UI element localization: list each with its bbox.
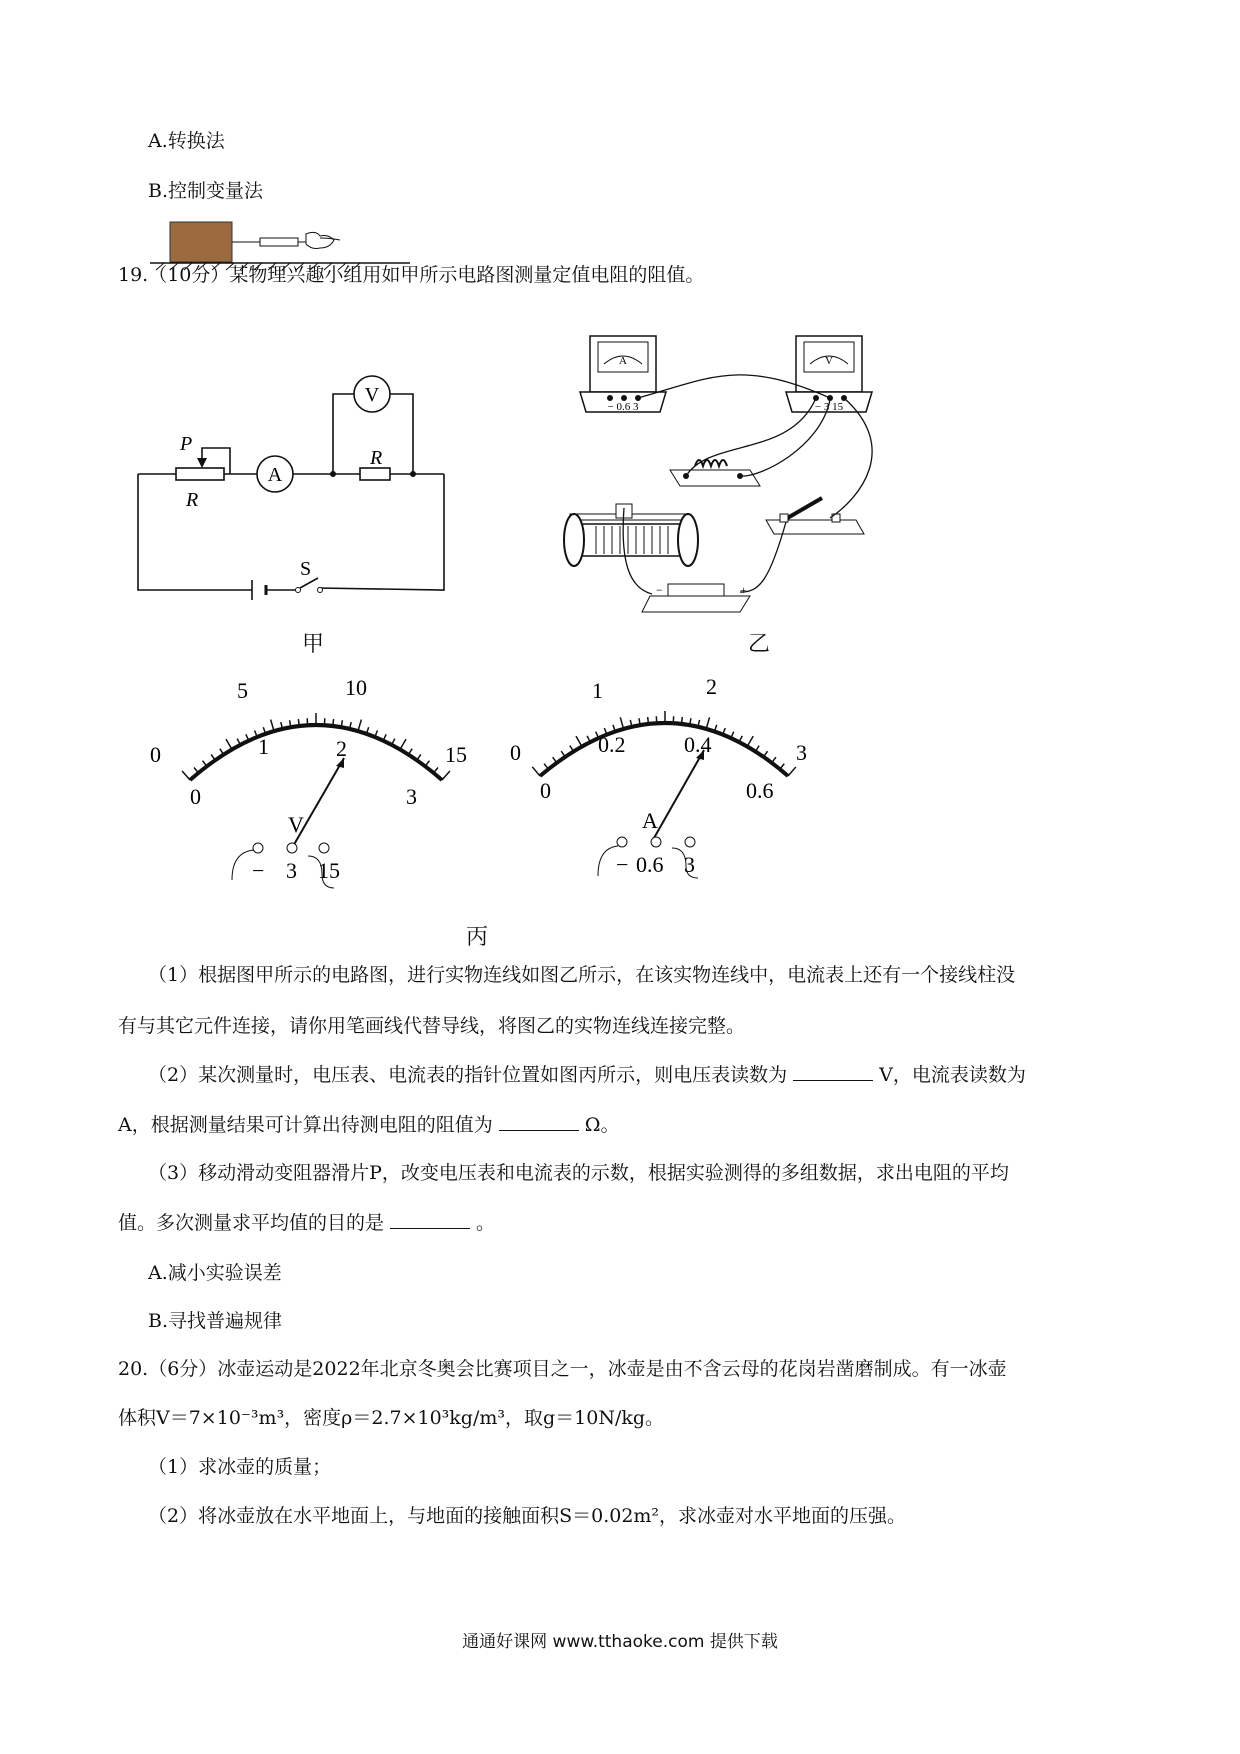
dial-tick xyxy=(620,717,623,729)
dial-tick xyxy=(333,719,334,726)
ammeter-pointer xyxy=(654,750,704,838)
caption-yi: 乙 xyxy=(748,632,771,657)
dial-tick xyxy=(358,720,361,732)
q19-part2-line2 xyxy=(118,1112,620,1138)
hand-icon xyxy=(306,232,334,248)
a-term-minus: − xyxy=(616,852,629,877)
v-term-minus: − xyxy=(252,858,265,883)
wiring-diagram-yi xyxy=(560,328,980,628)
voltmeter-letter: V xyxy=(364,384,380,406)
caption-bing: 丙 xyxy=(466,925,489,950)
a-outer-2: 2 xyxy=(706,674,717,699)
v-inner-3: 3 xyxy=(406,784,417,809)
a-inner-0-4: 0.4 xyxy=(684,732,712,757)
q19-part3-line1: （3）移动滑动变阻器滑片P，改变电压表和电流表的示数，根据实验测得的多组数据，求出电阻的平均 xyxy=(148,1162,1009,1184)
q19-part3-text-b: 。 xyxy=(476,1212,496,1234)
option-b-control-variable: B.控制变量法 xyxy=(148,180,264,202)
slider-label-p: P xyxy=(180,433,193,455)
dial-tick xyxy=(576,736,582,746)
dial-tick xyxy=(226,739,232,749)
ammeter-face-letter: A xyxy=(619,355,627,367)
ammeter-reading-dial xyxy=(500,670,840,895)
v-term-15: 15 xyxy=(318,858,340,883)
q19-option-a: A.减小实验误差 xyxy=(148,1262,282,1284)
voltmeter-terminal-labels: − 3 15 xyxy=(814,401,844,413)
q20-line2: 体积V＝7×10⁻³m³，密度ρ＝2.7×10³kg/m³，取g＝10N/kg。 xyxy=(118,1407,665,1429)
a-outer-3: 3 xyxy=(796,740,807,765)
a-letter: A xyxy=(642,808,658,833)
a-term-3: 3 xyxy=(684,852,695,877)
dial-tick xyxy=(532,767,540,776)
dial-tick xyxy=(194,767,198,772)
a-outer-0: 0 xyxy=(510,740,521,765)
battery-plus-label: + xyxy=(740,583,747,597)
spring-scale xyxy=(260,238,298,246)
ammeter-arc xyxy=(540,723,788,776)
q19-part2-text-b: V，电流表读数为 xyxy=(879,1064,1026,1086)
ammeter-terminal-labels: − 0.6 3 xyxy=(607,401,639,413)
q20-question2: （2）将冰壶放在水平地面上，与地面的接触面积S＝0.02m²，求冰壶对水平地面的压强。 xyxy=(148,1505,907,1527)
dial-tick xyxy=(648,717,649,724)
dial-tick xyxy=(271,720,274,732)
a-inner-0-6: 0.6 xyxy=(746,778,774,803)
v-inner-2: 2 xyxy=(336,736,347,761)
q20-line1: 20.（6分）冰壶运动是2022年北京冬奥会比赛项目之一，冰壶是由不含云母的花岗岩凿磨制成。有一冰壶 xyxy=(118,1358,1007,1380)
a-inner-0-2: 0.2 xyxy=(598,732,626,757)
dial-tick xyxy=(400,739,406,749)
caption-jia: 甲 xyxy=(302,632,325,657)
dial-tick xyxy=(747,736,753,746)
v-inner-0: 0 xyxy=(190,784,201,809)
v-inner-1: 1 xyxy=(258,734,269,759)
q19-part3-line2 xyxy=(118,1210,495,1236)
dial-tick xyxy=(706,717,709,729)
dial-tick xyxy=(434,767,438,772)
v-outer-15: 15 xyxy=(445,742,467,767)
ammeter-letter: A xyxy=(267,464,283,486)
q19-part2-text-c: A，根据测量结果可计算出待测电阻的阻值为 xyxy=(118,1114,493,1136)
dial-tick xyxy=(788,767,796,776)
voltmeter-device xyxy=(786,336,872,413)
circuit-diagram-jia xyxy=(130,350,510,600)
q19-part2-text-a: （2）某次测量时，电压表、电流表的指针位置如图丙所示，则电压表读数为 xyxy=(148,1064,788,1086)
switch-label-s: S xyxy=(300,558,312,580)
voltmeter-reading-dial xyxy=(140,670,480,895)
a-outer-1: 1 xyxy=(592,678,603,703)
purpose-answer-blank[interactable] xyxy=(390,1210,470,1229)
q19-option-b: B.寻找普遍规律 xyxy=(148,1310,283,1332)
v-letter: V xyxy=(288,812,304,837)
wooden-block xyxy=(170,222,232,262)
footer-download-note: 通通好课网 www.tthaoke.com 提供下载 xyxy=(462,1632,778,1652)
q19-part2-text-d: Ω。 xyxy=(584,1114,620,1136)
v-outer-10: 10 xyxy=(345,675,367,700)
v-term-3: 3 xyxy=(286,858,297,883)
rheostat-label-r: R xyxy=(186,489,199,511)
rheostat-body xyxy=(176,468,224,480)
voltage-answer-blank[interactable] xyxy=(793,1062,873,1081)
dial-tick xyxy=(442,771,450,780)
q19-part1-line1: （1）根据图甲所示的电路图，进行实物连线如图乙所示，在该实物连线中，电流表上还有一个接线柱没 xyxy=(148,964,1016,986)
sliding-rheostat xyxy=(564,504,698,566)
knife-switch xyxy=(766,498,864,534)
dial-tick xyxy=(780,764,784,769)
q19-part3-text-a: 值。多次测量求平均值的目的是 xyxy=(118,1212,385,1234)
ammeter-device xyxy=(580,336,666,413)
v-outer-5: 5 xyxy=(237,678,248,703)
q20-question1: （1）求冰壶的质量； xyxy=(148,1456,332,1478)
q19-part1-line2: 有与其它元件连接，请你用笔画线代替导线，将图乙的实物连线连接完整。 xyxy=(118,1015,746,1037)
dial-tick xyxy=(298,719,299,726)
a-term-0-6: 0.6 xyxy=(636,852,664,877)
battery-minus-label: − xyxy=(656,583,663,597)
resistor-label-r: R xyxy=(370,447,383,469)
option-a-conversion: A.转换法 xyxy=(148,130,225,152)
dial-tick xyxy=(682,717,683,724)
resistance-answer-blank[interactable] xyxy=(499,1112,579,1131)
v-outer-0: 0 xyxy=(150,742,161,767)
voltmeter-face-letter: V xyxy=(825,355,833,367)
fixed-resistor xyxy=(360,468,390,480)
a-inner-0: 0 xyxy=(540,778,551,803)
q19-part2-line1 xyxy=(148,1062,1026,1088)
slider-arrow xyxy=(197,458,207,468)
battery-holder xyxy=(642,583,750,612)
fixed-resistor-board xyxy=(670,460,760,486)
dial-tick xyxy=(182,771,190,780)
voltmeter-arc xyxy=(190,725,442,780)
q19-header: 19.（10分）某物理兴趣小组用如甲所示电路图测量定值电阻的阻值。 xyxy=(118,264,705,286)
